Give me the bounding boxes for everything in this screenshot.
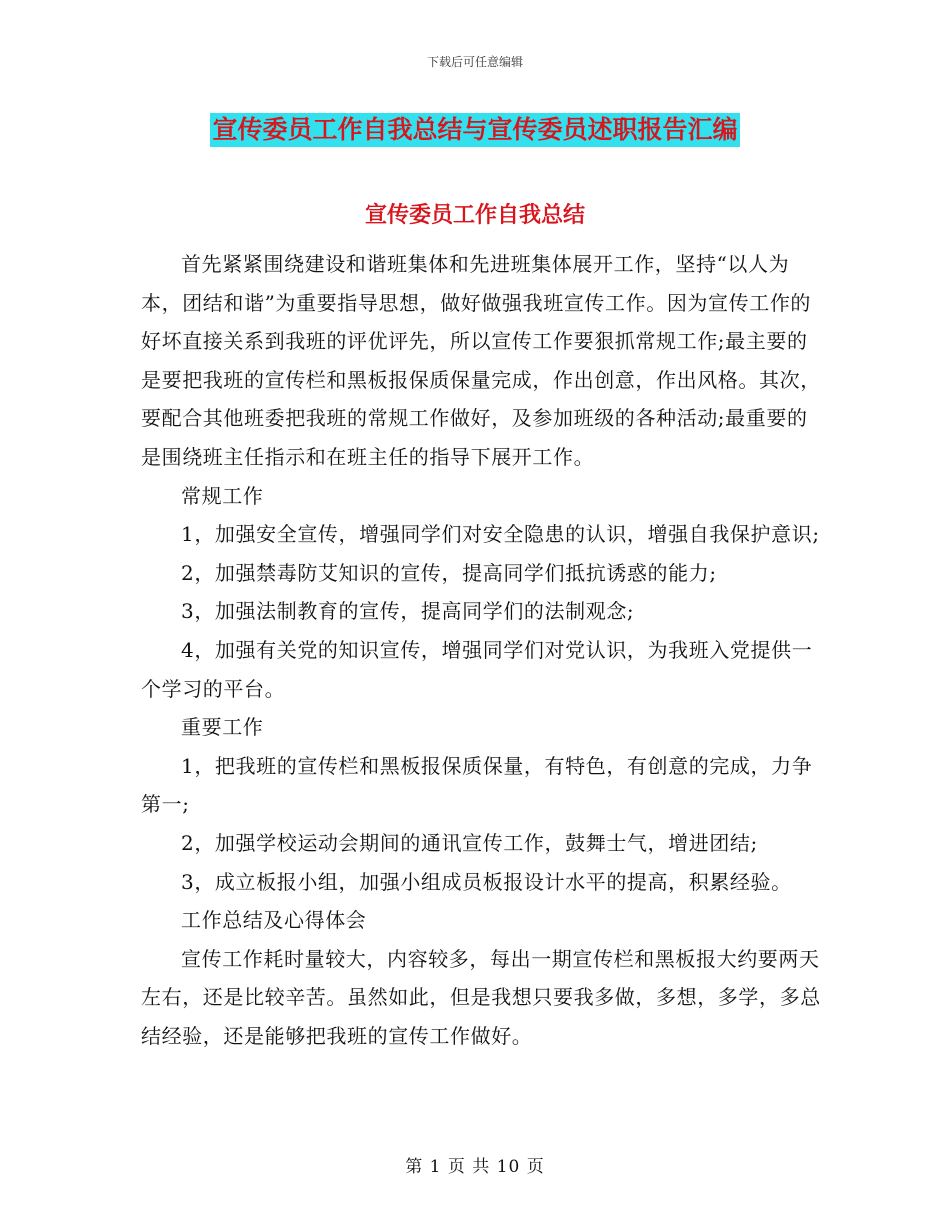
document-body <box>141 245 821 1055</box>
subheading-summary: 工作总结及心得体会 <box>181 908 367 933</box>
header-note: 下载后可任意编辑 <box>426 55 523 69</box>
list-item: 1，加强安全宣传，增强同学们对安全隐患的认识，增强自我保护意识; <box>181 522 820 547</box>
list-item: 3，加强法制教育的宣传，提高同学们的法制观念; <box>181 599 635 624</box>
subheading-routine-work: 常规工作 <box>181 483 264 508</box>
list-item: 1，把我班的宣传栏和黑板报保质保量，有特色，有创意的完成，力争第一; <box>141 753 813 817</box>
paragraph-intro: 首先紧紧围绕建设和谐班集体和先进班集体展开工作，坚持“以人为本，团结和谐”为重要指导思想，做好做强我班宣传工作。因为宣传工作的好坏直接关系到我班的评优评先，所以宣传工作要狠抓常规工作;最主要的是要把我班的宣传栏和黑板报保质保量完成，作出创意，作出风格。其次，要配合其他班委把我班的常规工作做好，及参加班级的各种活动;最重要的是围绕班主任指示和在班主任的指导下展开工作。 <box>141 252 821 469</box>
subheading-key-work: 重要工作 <box>181 715 264 740</box>
page-number: 第 1 页 共 10 页 <box>405 1157 545 1177</box>
list-item: 2，加强禁毒防艾知识的宣传，提高同学们抵抗诱惑的能力; <box>181 560 717 585</box>
main-title: 宣传委员工作自我总结与宣传委员述职报告汇编 <box>210 113 739 147</box>
main-title-container <box>0 113 950 147</box>
list-item: 2，加强学校运动会期间的通讯宣传工作，鼓舞士气，增进团结; <box>181 830 758 855</box>
section-title: 宣传委员工作自我总结 <box>364 203 585 228</box>
list-item: 4，加强有关党的知识宣传，增强同学们对党认识，为我班入党提供一个学习的平台。 <box>141 637 813 701</box>
list-item: 3，成立板报小组，加强小组成员板报设计水平的提高，积累经验。 <box>181 869 792 894</box>
paragraph-summary: 宣传工作耗时量较大，内容较多，每出一期宣传栏和黑板报大约要两天左右，还是比较辛苦。虽然如此，但是我想只要我多做，多想，多学，多总结经验，还是能够把我班的宣传工作做好。 <box>141 946 821 1048</box>
